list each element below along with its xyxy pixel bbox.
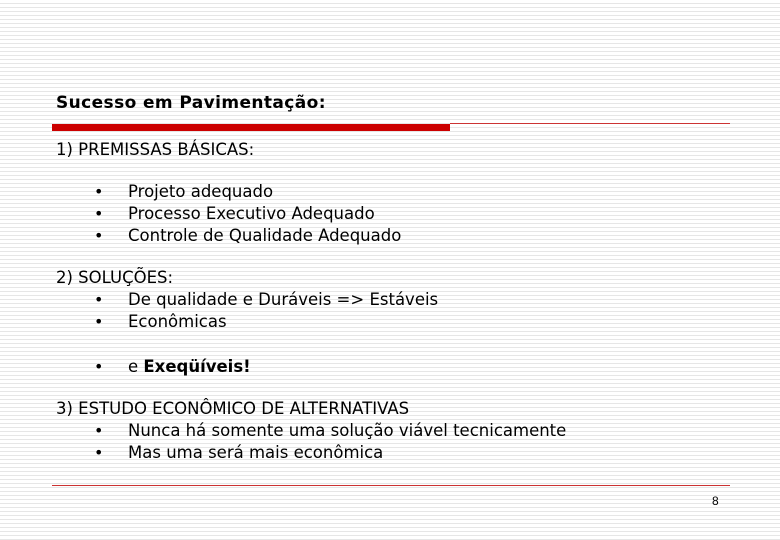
section-2-extra-bold: Exeqüíveis! (143, 357, 251, 376)
bullet-icon: • (94, 226, 104, 245)
bullet-icon: • (94, 421, 104, 440)
bullet-icon: • (94, 357, 104, 376)
section-3-heading: 3) ESTUDO ECONÔMICO DE ALTERNATIVAS (56, 399, 410, 418)
title-underline-line (450, 123, 730, 124)
section-1-item: Controle de Qualidade Adequado (128, 226, 402, 245)
bullet-icon: • (94, 312, 104, 331)
section-2-item: De qualidade e Duráveis => Estáveis (128, 290, 439, 309)
slide-title: Sucesso em Pavimentação: (56, 93, 326, 113)
section-2-heading: 2) SOLUÇÕES: (56, 268, 174, 287)
bullet-icon: • (94, 182, 104, 201)
page-number: 8 (712, 494, 719, 508)
bullet-icon: • (94, 443, 104, 462)
section-1-item: Projeto adequado (128, 182, 274, 201)
section-3-item: Mas uma será mais econômica (128, 443, 384, 462)
bullet-icon: • (94, 204, 104, 223)
section-2-extra (128, 356, 251, 378)
section-2-item: Econômicas (128, 312, 227, 331)
section-1-item: Processo Executivo Adequado (128, 204, 375, 223)
title-underline-bar (52, 124, 450, 131)
section-1-heading: 1) PREMISSAS BÁSICAS: (56, 140, 255, 159)
footer-divider (52, 485, 730, 486)
bullet-icon: • (94, 290, 104, 309)
section-2-extra-prefix: e (128, 357, 144, 376)
section-3-item: Nunca há somente uma solução viável tecnicamente (128, 421, 567, 440)
